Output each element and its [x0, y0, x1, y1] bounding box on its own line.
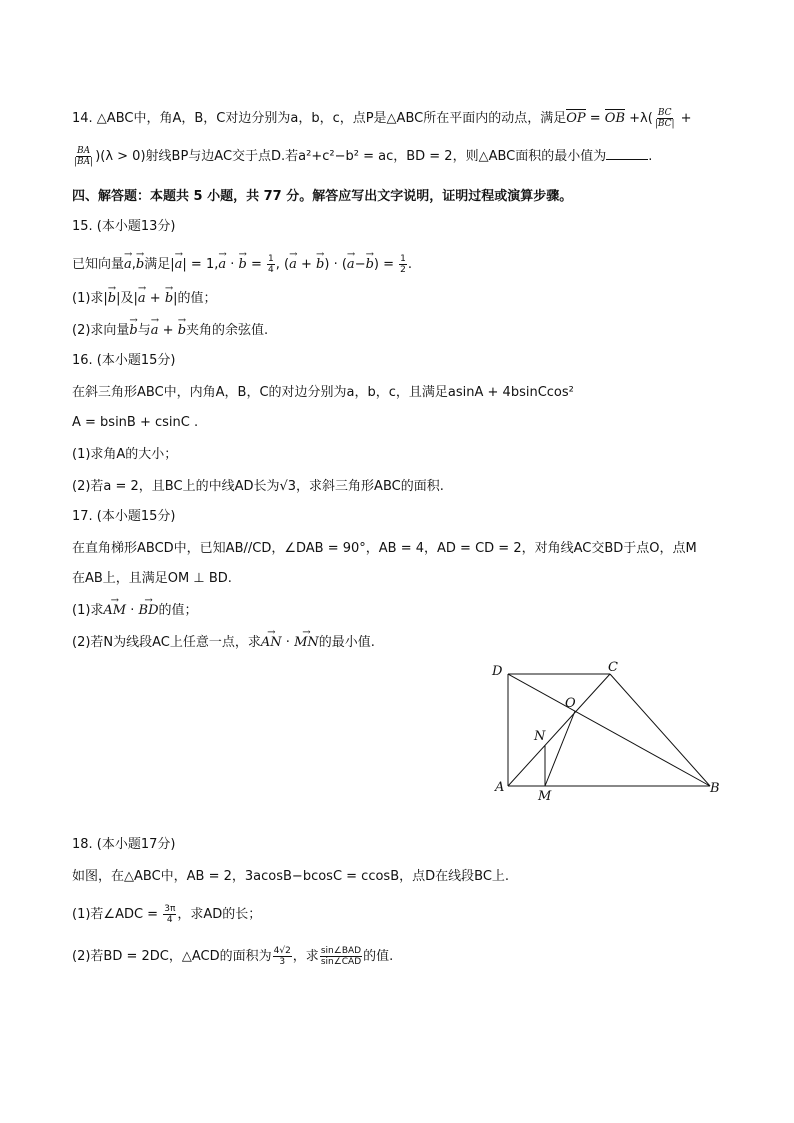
q18-p2-a: (2)若BD = 2DC，△ACD的面积为	[72, 949, 272, 964]
fraction-den: 4	[166, 915, 173, 925]
vector-b: → b	[129, 322, 137, 340]
plus-lambda: +λ(	[625, 111, 653, 126]
vector-b: → b	[165, 290, 173, 308]
vector-b: → b	[136, 256, 144, 274]
fraction-bc	[654, 108, 676, 129]
q16-part-1: (1)求角A的大小；	[72, 447, 178, 462]
q18-heading: 18. (本小题17分)	[72, 837, 176, 852]
q17-part-2	[72, 634, 375, 652]
q18-p1-b: ，求AD的长；	[177, 907, 262, 922]
period: .	[648, 149, 653, 164]
q15-p2-a: (2)求向量	[72, 323, 130, 338]
vector-b: → b	[239, 256, 247, 274]
vector-a: → a	[289, 256, 297, 274]
vector-mn: → MN	[294, 634, 319, 652]
fraction-half-num: 1	[400, 254, 406, 264]
vector-a: → a	[151, 322, 159, 340]
q15-p1-d: |的值；	[173, 291, 217, 306]
fraction-num: 3π	[164, 904, 176, 914]
sqrt-three: √3	[279, 479, 297, 494]
q16-stem-2: A = bsinB + csinC .	[72, 415, 199, 430]
fraction-quarter	[267, 254, 275, 275]
vector-b: → b	[366, 256, 374, 274]
q17-p1-a: (1)求	[72, 603, 104, 618]
q14-text: 14. △ABC中，角A，B，C对边分别为a，b，c，点P是△ABC所在平面内的动点，满足	[72, 111, 567, 126]
q15-p1-c: +	[145, 291, 165, 306]
q18-p1-a: (1)若∠ADC =	[72, 907, 163, 922]
q17-stem-1: 在直角梯形ABCD中，已知AB//CD，∠DAB = 90°，AB = 4，AD = CD = 2，对角线AC交BD于点O，点M	[72, 541, 697, 556]
q18-p2-c: 的值.	[363, 949, 394, 964]
label-o: O	[565, 696, 576, 711]
vector-b: → b	[108, 290, 116, 308]
trapezoid-figure	[488, 658, 724, 804]
answer-blank[interactable]	[606, 159, 648, 160]
section-four-title: 四、解答题：本题共 5 小题，共 77 分。解答应写出文字说明，证明过程或演算步骤。	[72, 189, 573, 204]
label-n: N	[534, 729, 546, 744]
vector-a: → a	[218, 256, 226, 274]
q15-stem-g: ) · (	[324, 257, 347, 272]
fraction-den: sin∠CAD	[320, 957, 362, 967]
fraction-half	[399, 254, 407, 275]
q16-part-2	[72, 478, 444, 496]
vector-a: → a	[347, 256, 355, 274]
q17-p2-a: (2)若N为线段AC上任意一点，求	[72, 635, 261, 650]
fraction-num: sin∠BAD	[320, 946, 362, 956]
label-d: D	[492, 664, 503, 679]
q15-part-2	[72, 322, 268, 340]
q15-p2-c: +	[158, 323, 178, 338]
fraction-ba-num: BA	[77, 146, 91, 156]
q15-p1-a: (1)求|	[72, 291, 108, 306]
vector-a: → a	[138, 290, 146, 308]
label-c: C	[608, 660, 618, 675]
q15-stem-h: −	[354, 257, 366, 272]
fraction-quarter-den: 4	[268, 265, 274, 275]
diagonal-ac	[508, 674, 610, 786]
vector-b: → b	[316, 256, 324, 274]
q15-heading: 15. (本小题13分)	[72, 219, 176, 234]
dot: ·	[281, 635, 295, 650]
segment-cb	[610, 674, 710, 786]
q16-stem-1: 在斜三角形ABC中，内角A，B，C的对边分别为a，b，c，且满足asinA + 4bsinCcos²	[72, 385, 574, 400]
label-m: M	[538, 789, 552, 804]
vector-bd: → BD	[139, 602, 159, 620]
q16-heading: 16. (本小题15分)	[72, 353, 176, 368]
fraction-three-pi-over-four	[163, 904, 176, 925]
q16-p2-a: (2)若a = 2，且BC上的中线AD长为	[72, 479, 280, 494]
fraction-den: 3	[279, 957, 286, 967]
vector-am: → AM	[103, 602, 126, 620]
vector-a: → a	[175, 256, 183, 274]
q17-p2-e: 的最小值.	[318, 635, 375, 650]
fraction-half-den: 2	[400, 265, 406, 275]
q17-stem-2: 在AB上，且满足OM ⊥ BD.	[72, 571, 232, 586]
dot: ·	[126, 603, 139, 618]
vector-b: → b	[178, 322, 186, 340]
q17-heading: 17. (本小题15分)	[72, 509, 176, 524]
q15-stem-f: +	[296, 257, 317, 272]
q15-stem-b: 满足|	[144, 257, 175, 272]
q18-stem: 如图，在△ABC中，AB = 2，3acosB−bcosC = ccosB，点D在线段BC上.	[72, 869, 510, 884]
q14-line-1	[72, 108, 692, 129]
plus: +	[676, 111, 692, 126]
fraction-area	[273, 946, 292, 967]
fraction-num: 4√2	[273, 946, 291, 956]
q18-part-2	[72, 946, 393, 967]
fraction-ba	[73, 146, 94, 167]
q15-stem-d: =	[246, 257, 267, 272]
fraction-sine-ratio	[320, 946, 362, 967]
vector-op: OP	[566, 111, 586, 126]
vector-a: → a	[124, 256, 132, 274]
vector-ob: OB	[604, 111, 626, 126]
fraction-bc-den: |BC|	[654, 119, 675, 129]
label-b: B	[710, 781, 720, 796]
q15-p2-d: 夹角的余弦值.	[186, 323, 269, 338]
q17-p1-e: 的值；	[158, 603, 198, 618]
equals: =	[585, 111, 605, 126]
q15-stem-i: ) =	[373, 257, 399, 272]
fraction-bc-num: BC	[657, 108, 672, 118]
q18-part-1	[72, 904, 261, 925]
q14-line-2	[72, 146, 652, 167]
segment-om	[545, 711, 575, 786]
q14-text-2: )(λ > 0)射线BP与边AC交于点D.若a²+c²−b² = ac，BD = 2，则△ABC面积的最小值为	[95, 149, 607, 164]
fraction-quarter-num: 1	[268, 254, 274, 264]
q15-p1-b: |及|	[116, 291, 138, 306]
period: .	[407, 257, 413, 272]
label-a: A	[495, 780, 505, 795]
q18-p2-b: ，求	[292, 949, 319, 964]
q15-stem: 已知向量→ a,→ b满足|→ a| = 1,→ a · → b = $\frac{1}{4}$ , (→ a + → b) · (→ a−→ b) = $\frac{1}{2}$ .	[72, 254, 412, 275]
vector-an: → AN	[261, 634, 282, 652]
q15-stem-c: | = 1,	[182, 257, 219, 272]
q15-stem-e: , (	[275, 257, 290, 272]
q16-p2-b: ，求斜三角形ABC的面积.	[296, 479, 444, 494]
q15-stem-a: 已知向量	[72, 257, 125, 272]
fraction-ba-den: |BA|	[74, 157, 94, 167]
q15-part-1	[72, 290, 217, 308]
q17-part-1	[72, 602, 198, 620]
q15-p2-b: 与	[137, 323, 151, 338]
